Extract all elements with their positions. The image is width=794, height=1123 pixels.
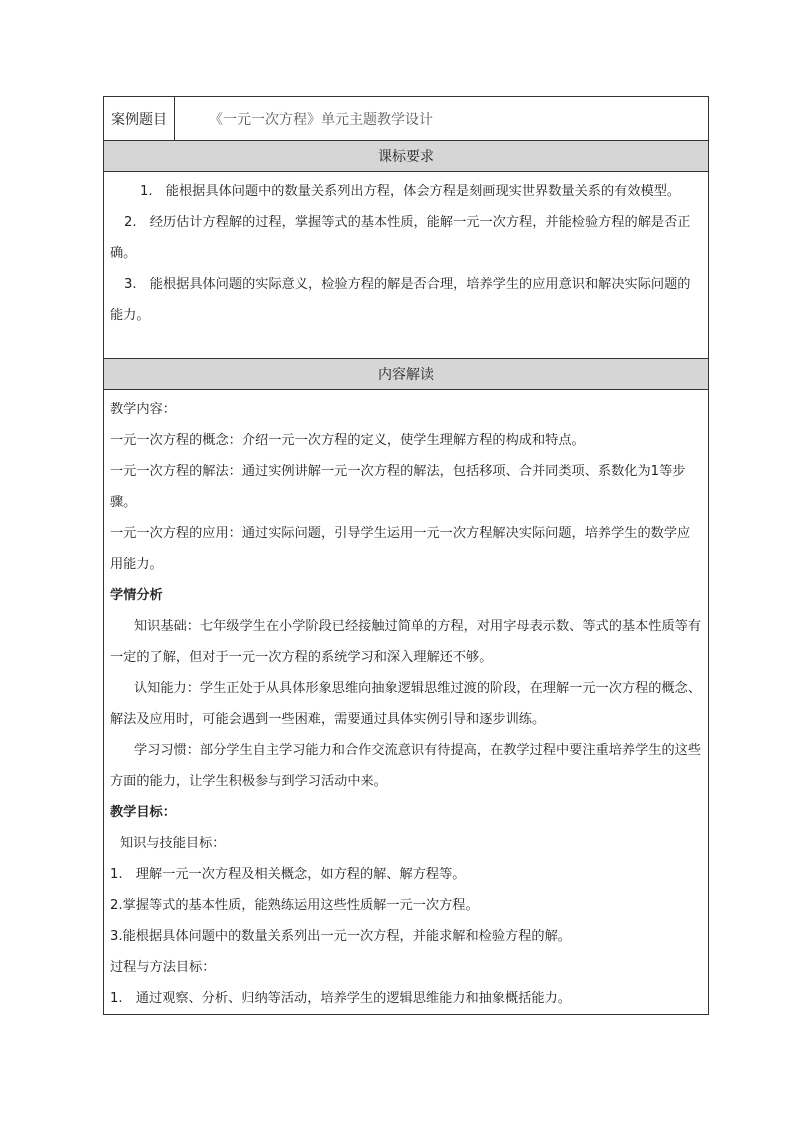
cognitive-paragraph: 认知能力：学生正处于从具体形象思维向抽象逻辑思维过渡的阶段，在理解一元一次方程的概念、解法及应用时，可能会遇到一些困难，需要通过具体实例引导和逐步训练。 xyxy=(110,681,702,727)
knowledge-base-paragraph: 知识基础：七年级学生在小学阶段已经接触过简单的方程，对用字母表示数、等式的基本性质等有一定的了解，但对于一元一次方程的系统学习和深入理解还不够。 xyxy=(110,619,702,665)
case-title-label: 案例题目 xyxy=(104,97,175,140)
content-body xyxy=(104,390,708,1014)
concept-paragraph: 一元一次方程的概念：介绍一元一次方程的定义，使学生理解方程的构成和特点。 xyxy=(110,433,585,448)
knowledge-goal-item: 3.能根据具体问题中的数量关系列出一元一次方程，并能求解和检验方程的解。 xyxy=(110,929,571,944)
goals-label: 教学目标： xyxy=(110,805,176,820)
title-row xyxy=(104,97,708,141)
standards-heading: 课标要求 xyxy=(104,141,708,172)
application-paragraph: 一元一次方程的应用：通过实际问题，引导学生运用一元一次方程解决实际问题，培养学生的数学应用能力。 xyxy=(110,526,691,572)
process-goal-item: 1. 通过观察、分析、归纳等活动，培养学生的逻辑思维能力和抽象概括能力。 xyxy=(110,991,571,1006)
habits-paragraph: 学习习惯：部分学生自主学习能力和合作交流意识有待提高，在教学过程中要注重培养学生的这些方面的能力，让学生积极参与到学习活动中来。 xyxy=(110,743,702,789)
standard-item: 1. 能根据具体问题中的数量关系列出方程，体会方程是刻画现实世界数量关系的有效模型。 xyxy=(140,184,681,199)
knowledge-goals-label: 知识与技能目标： xyxy=(120,836,226,851)
knowledge-goal-item: 2.掌握等式的基本性质，能熟练运用这些性质解一元一次方程。 xyxy=(110,898,479,913)
lesson-plan-table xyxy=(103,96,709,1015)
solution-paragraph: 一元一次方程的解法：通过实例讲解一元一次方程的解法，包括移项、合并同类项、系数化为1等步骤。 xyxy=(110,464,686,510)
standards-body xyxy=(104,172,708,359)
analysis-label: 学情分析 xyxy=(110,588,163,603)
case-title-value: 《一元一次方程》单元主题教学设计 xyxy=(209,111,433,128)
standard-item: 2. 经历估计方程解的过程，掌握等式的基本性质，能解一元一次方程，并能检验方程的解是否正确。 xyxy=(110,215,691,261)
process-goals-label: 过程与方法目标： xyxy=(110,960,216,975)
standard-item: 3. 能根据具体问题的实际意义，检验方程的解是否合理，培养学生的应用意识和解决实际问题的能力。 xyxy=(110,277,691,323)
teaching-content-label: 教学内容： xyxy=(110,402,176,417)
content-heading: 内容解读 xyxy=(104,359,708,390)
knowledge-goal-item: 1. 理解一元一次方程及相关概念，如方程的解、解方程等。 xyxy=(110,867,466,882)
